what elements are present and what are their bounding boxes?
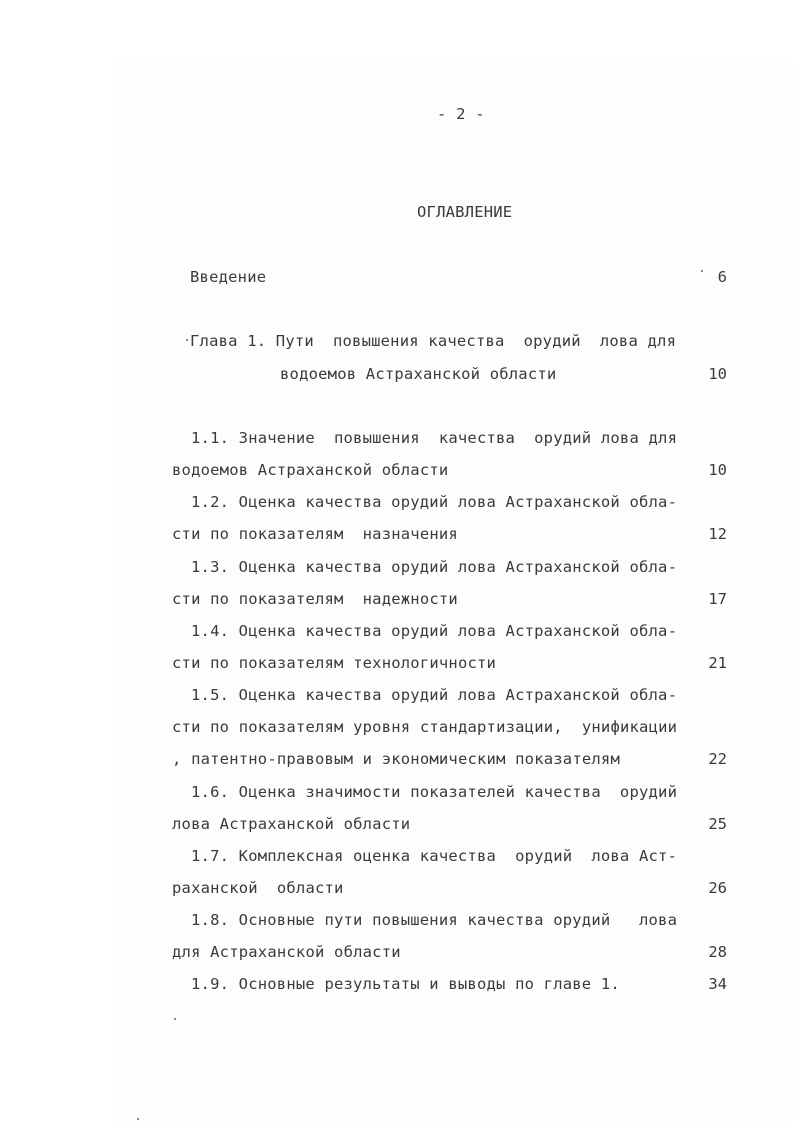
scan-speck [701, 270, 703, 272]
toc-item-1-5-line3: , патентно-правовым и экономическим показателям [172, 750, 620, 768]
toc-item-1-1-page: 10 [708, 461, 727, 479]
toc-item-1-9-page: 34 [708, 975, 727, 993]
toc-intro-page: 6 [717, 268, 727, 286]
toc-item-1-3-line1: 1.3. Оценка качества орудий лова Астраханской обла- [191, 558, 678, 576]
toc-item-1-7-line2: раханской области [172, 879, 344, 897]
toc-item-1-6-line1: 1.6. Оценка значимости показателей качества орудий [191, 783, 678, 801]
toc-item-1-4-line2: сти по показателям технологичности [172, 654, 497, 672]
toc-chapter1-line2: водоемов Астраханской области [280, 365, 557, 383]
toc-item-1-6-page: 25 [708, 815, 727, 833]
scan-speck [186, 339, 188, 341]
toc-item-1-1-line1: 1.1. Значение повышения качества орудий лова для [191, 429, 678, 447]
toc-item-1-5-line2: сти по показателям уровня стандартизации, унификации [172, 718, 678, 736]
toc-item-1-2-line1: 1.2. Оценка качества орудий лова Астраханской обла- [191, 493, 678, 511]
toc-item-1-5-page: 22 [708, 750, 727, 768]
toc-item-1-5-line1: 1.5. Оценка качества орудий лова Астраханской обла- [191, 686, 678, 704]
toc-item-1-8-line1: 1.8. Основные пути повышения качества орудий лова [191, 911, 678, 929]
toc-item-1-8-page: 28 [708, 943, 727, 961]
toc-item-1-2-page: 12 [708, 525, 727, 543]
scan-speck [137, 1118, 139, 1120]
toc-item-1-4-page: 21 [708, 654, 727, 672]
page-number: - 2 - [437, 105, 485, 123]
toc-item-1-2-line2: сти по показателям назначения [172, 525, 458, 543]
scan-speck [174, 1018, 176, 1020]
toc-chapter1-page: 10 [708, 365, 727, 383]
toc-item-1-4-line1: 1.4. Оценка качества орудий лова Астраханской обла- [191, 622, 678, 640]
toc-chapter1-line1: Глава 1. Пути повышения качества орудий лова для [190, 332, 677, 350]
toc-item-1-9-line1: 1.9. Основные результаты и выводы по главе 1. [191, 975, 620, 993]
toc-item-1-8-line2: для Астраханской области [172, 943, 401, 961]
toc-item-1-6-line2: лова Астраханской области [172, 815, 411, 833]
toc-intro-label: Введение [190, 268, 267, 286]
toc-item-1-3-page: 17 [708, 590, 727, 608]
toc-heading: ОГЛАВЛЕНИЕ [417, 203, 513, 221]
toc-item-1-1-line2: водоемов Астраханской области [172, 461, 449, 479]
toc-item-1-3-line2: сти по показателям надежности [172, 590, 458, 608]
toc-item-1-7-line1: 1.7. Комплексная оценка качества орудий лова Аст- [191, 847, 678, 865]
toc-item-1-7-page: 26 [708, 879, 727, 897]
